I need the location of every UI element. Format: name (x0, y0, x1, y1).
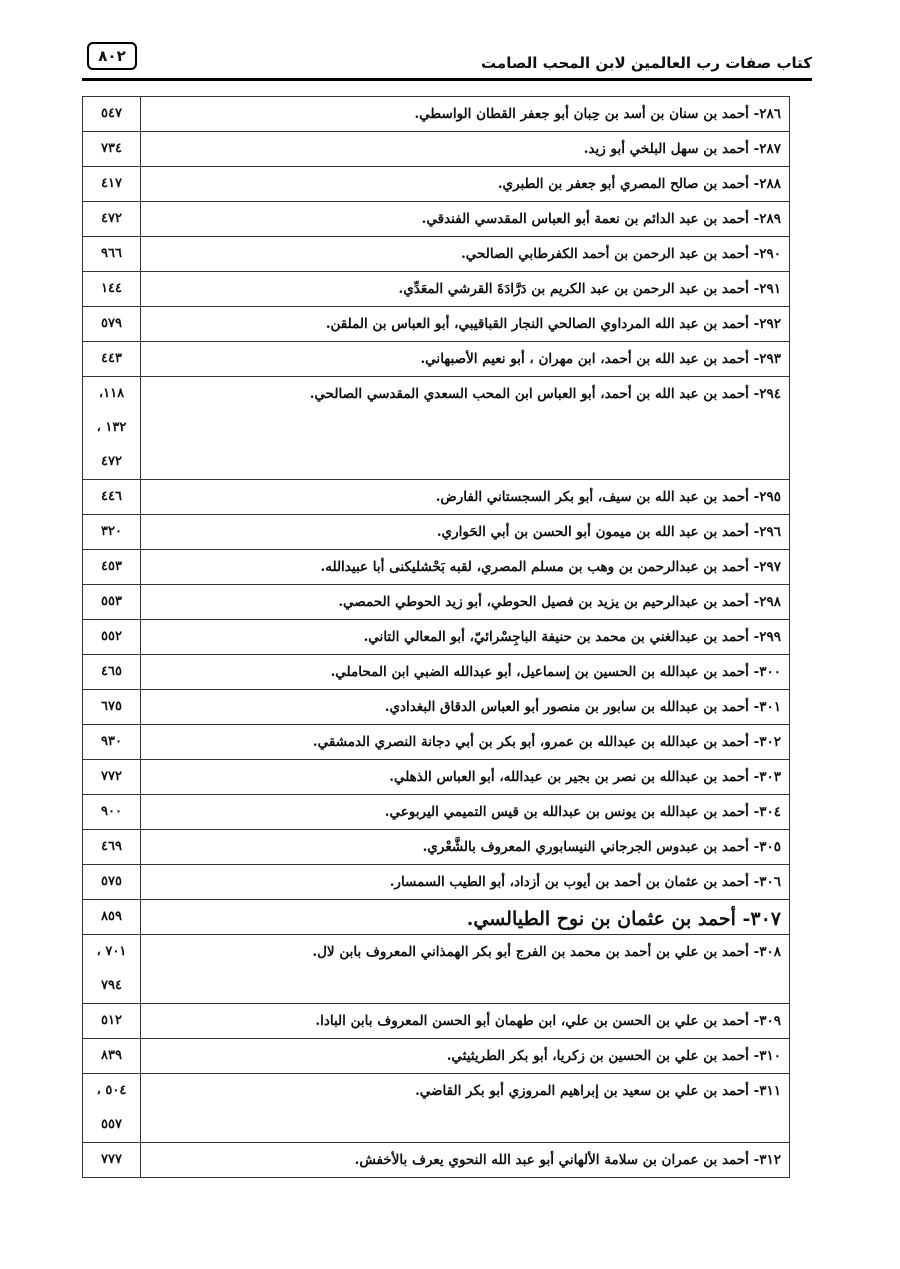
page-reference: ٨٣٩ (101, 1048, 122, 1063)
index-row (83, 202, 790, 237)
index-row (83, 342, 790, 377)
index-row (83, 655, 790, 690)
index-row (83, 1143, 790, 1178)
entry-text: ٢٩٣- أحمد بن عبد الله بن أحمد، ابن مهران ، أبو نعيم الأصبهاني. (141, 342, 790, 377)
index-table (82, 96, 790, 1178)
entry-pages (83, 167, 141, 202)
index-row (83, 935, 790, 1004)
index-row (83, 480, 790, 515)
index-row (83, 377, 790, 480)
entry-text: ٣٠٣- أحمد بن عبدالله بن نصر بن بجير بن عبدالله، أبو العباس الذهلي. (141, 760, 790, 795)
entry-text: ٢٨٧- أحمد بن سهل البلخي أبو زيد. (141, 132, 790, 167)
book-title: كتاب صفات رب العالمين لابن المحب الصامت (481, 54, 812, 72)
entry-pages (83, 342, 141, 377)
page-reference: ٧٠١ ، (96, 944, 127, 959)
entry-text: ٣٠٥- أحمد بن عبدوس الجرجاني النيسابوري المعروف بالشَّعْري. (141, 830, 790, 865)
entry-text: ٣٠٠- أحمد بن عبدالله بن الحسين بن إسماعيل، أبو عبدالله الضبي ابن المحاملي. (141, 655, 790, 690)
index-row (83, 167, 790, 202)
index-row (83, 795, 790, 830)
page-reference: ٥٥٢ (101, 629, 122, 644)
page-reference: ٩٣٠ (101, 734, 122, 749)
page-reference: ٤٤٣ (101, 351, 122, 366)
index-row (83, 97, 790, 132)
entry-text: ٢٩٥- أحمد بن عبد الله بن سيف، أبو بكر السجستاني الفارض. (141, 480, 790, 515)
entry-pages (83, 1074, 141, 1143)
entry-pages (83, 307, 141, 342)
entry-text: ٢٩٤- أحمد بن عبد الله بن أحمد، أبو العباس ابن المحب السعدي المقدسي الصالحي. (141, 377, 790, 480)
entry-text: ٣٠٧- أحمد بن عثمان بن نوح الطيالسي. (141, 900, 790, 935)
index-row (83, 237, 790, 272)
index-row (83, 1039, 790, 1074)
page-reference: ٧٩٤ (101, 978, 122, 993)
page-reference: ٧٧٢ (101, 769, 122, 784)
entry-pages (83, 377, 141, 480)
index-row (83, 550, 790, 585)
entry-pages (83, 550, 141, 585)
entry-pages (83, 97, 141, 132)
entry-text: ٣٠١- أحمد بن عبدالله بن سابور بن منصور أبو العباس الدقاق البغدادي. (141, 690, 790, 725)
entry-pages (83, 655, 141, 690)
page-reference: ١٤٤ (101, 281, 122, 296)
entry-pages (83, 725, 141, 760)
entry-text: ٢٩١- أحمد بن عبد الرحمن بن عبد الكريم بن دَرَّادَةَ القرشي المعَدِّي. (141, 272, 790, 307)
entry-pages (83, 1143, 141, 1178)
entry-text: ٢٩٩- أحمد بن عبدالغني بن محمد بن حنيفة الباجِسْرائيّ، أبو المعالي التاني. (141, 620, 790, 655)
entry-text: ٣٠٨- أحمد بن علي بن أحمد بن محمد بن الفرج أبو بكر الهمذاني المعروف بابن لال. (141, 935, 790, 1004)
entry-pages (83, 690, 141, 725)
entry-text: ٣١٠- أحمد بن علي بن الحسين بن زكريا، أبو بكر الطريثيثي. (141, 1039, 790, 1074)
entry-pages (83, 1004, 141, 1039)
index-row (83, 760, 790, 795)
page-reference: ٤١٧ (101, 176, 122, 191)
entry-text: ٣٠٤- أحمد بن عبدالله بن يونس بن عبدالله بن قيس التميمي اليربوعي. (141, 795, 790, 830)
entry-text: ٢٩٢- أحمد بن عبد الله المرداوي الصالحي النجار القباقيبي، أبو العباس بن الملقن. (141, 307, 790, 342)
entry-pages (83, 132, 141, 167)
page-reference: ٣٢٠ (101, 524, 122, 539)
page-reference: ٧٣٤ (101, 141, 122, 156)
page-reference: ٩٦٦ (101, 246, 122, 261)
entry-text: ٢٩٠- أحمد بن عبد الرحمن بن أحمد الكفرطابي الصالحي. (141, 237, 790, 272)
page-reference: ٧٧٧ (101, 1152, 122, 1167)
index-row (83, 307, 790, 342)
index-row (83, 620, 790, 655)
page-reference: ٥٥٧ (101, 1117, 122, 1132)
page-number: ٨٠٢ (87, 42, 137, 70)
entry-pages (83, 515, 141, 550)
page-reference: ٤٧٢ (101, 454, 122, 469)
entry-pages (83, 202, 141, 237)
entry-pages (83, 272, 141, 307)
page-reference: ٤٥٣ (101, 559, 122, 574)
entry-pages (83, 760, 141, 795)
page-reference: ٤٦٥ (101, 664, 122, 679)
entry-pages (83, 480, 141, 515)
entry-pages (83, 795, 141, 830)
entry-text: ٢٩٧- أحمد بن عبدالرحمن بن وهب بن مسلم المصري، لقبه بَحْشليكنى أبا عبيدالله. (141, 550, 790, 585)
page-reference: ١٣٢ ، (96, 420, 127, 435)
index-row (83, 830, 790, 865)
page-reference: ٤٦٩ (101, 839, 122, 854)
index-row (83, 690, 790, 725)
entry-text: ٣١٢- أحمد بن عمران بن سلامة الألهاني أبو عبد الله النحوي يعرف بالأخفش. (141, 1143, 790, 1178)
page-reference: ٤٤٦ (101, 489, 122, 504)
index-row (83, 585, 790, 620)
page-reference: ٨٥٩ (101, 909, 122, 924)
index-row (83, 1004, 790, 1039)
entry-pages (83, 620, 141, 655)
entry-text: ٢٨٨- أحمد بن صالح المصري أبو جعفر بن الطبري. (141, 167, 790, 202)
index-row (83, 865, 790, 900)
index-row (83, 132, 790, 167)
page-reference: ٥٧٩ (101, 316, 122, 331)
entry-text: ٢٨٦- أحمد بن سنان بن أسد بن حِبان أبو جعفر القطان الواسطي. (141, 97, 790, 132)
header-rule (82, 78, 812, 81)
entry-text: ٢٩٦- أحمد بن عبد الله بن ميمون أبو الحسن بن أبي الحَواري. (141, 515, 790, 550)
entry-pages (83, 237, 141, 272)
index-row (83, 515, 790, 550)
entry-pages (83, 830, 141, 865)
page-reference: ٦٧٥ (101, 699, 122, 714)
page-reference: ٥٤٧ (101, 106, 122, 121)
entry-pages (83, 1039, 141, 1074)
entry-text: ٢٩٨- أحمد بن عبدالرحيم بن يزيد بن فصيل الحوطي، أبو زيد الحوطي الحمصي. (141, 585, 790, 620)
entry-text: ٣١١- أحمد بن علي بن سعيد بن إبراهيم المروزي أبو بكر القاضي. (141, 1074, 790, 1143)
entry-pages (83, 865, 141, 900)
entry-pages (83, 585, 141, 620)
page-reference: ٤٧٢ (101, 211, 122, 226)
page-reference: ٥٧٥ (101, 874, 122, 889)
page-reference: ١١٨، (98, 386, 125, 401)
index-row (83, 1074, 790, 1143)
index-row (83, 900, 790, 935)
index-table-body (83, 97, 790, 1178)
index-row (83, 725, 790, 760)
entry-text: ٣٠٦- أحمد بن عثمان بن أحمد بن أيوب بن أزداد، أبو الطيب السمسار. (141, 865, 790, 900)
page-reference: ٥٥٣ (101, 594, 122, 609)
entry-text: ٢٨٩- أحمد بن عبد الدائم بن نعمة أبو العباس المقدسي الفندقي. (141, 202, 790, 237)
entry-text: ٣٠٢- أحمد بن عبدالله بن عبدالله بن عمرو، أبو بكر بن أبي دجانة النصري الدمشقي. (141, 725, 790, 760)
index-row (83, 272, 790, 307)
entry-pages (83, 935, 141, 1004)
entry-text: ٣٠٩- أحمد بن علي بن الحسن بن علي، ابن طهمان أبو الحسن المعروف بابن البادا. (141, 1004, 790, 1039)
page-reference: ٥٠٤ ، (96, 1083, 127, 1098)
page-reference: ٩٠٠ (101, 804, 122, 819)
page-header (82, 42, 812, 76)
page-reference: ٥١٢ (101, 1013, 122, 1028)
entry-pages (83, 900, 141, 935)
